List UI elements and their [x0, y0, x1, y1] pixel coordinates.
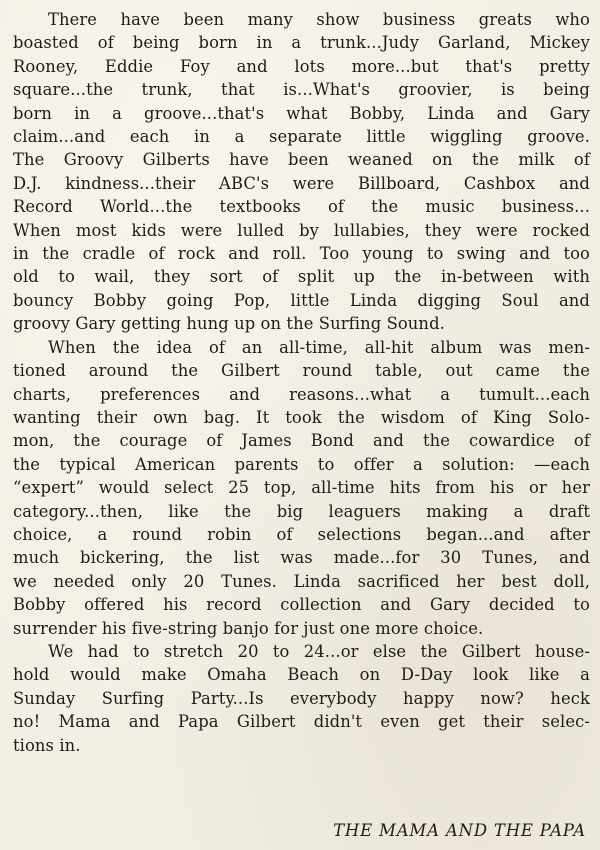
text-line: The Groovy Gilberts have been weaned on the milk of: [13, 150, 590, 170]
paragraph-1: [13, 8, 590, 336]
text-line: Bobby offered his record collection and Gary decided to: [13, 595, 590, 615]
signature: THE MAMA AND THE PAPA: [333, 821, 586, 840]
text-line: bouncy Bobby going Pop, little Linda digging Soul and: [13, 290, 590, 310]
text-line: surrender his five-string banjo for just one more choice.: [13, 618, 484, 638]
text-line: old to wail, they sort of split up the in-between with: [13, 267, 590, 287]
text-line: When most kids were lulled by lullabies, they were rocked: [13, 220, 590, 240]
text-line: tions in.: [13, 735, 81, 755]
text-line: choice, a round robin of selections began...and after: [13, 524, 590, 544]
text-line: square...the trunk, that is...What's groovier, is being: [13, 80, 590, 100]
text-line: Record World...the textbooks of the music business...: [13, 197, 590, 217]
text-line: When the idea of an all-time, all-hit album was men-: [48, 337, 590, 357]
text-line: in the cradle of rock and roll. Too young to swing and too: [13, 244, 590, 264]
text-line: Rooney, Eddie Foy and lots more...but that's pretty: [13, 56, 590, 76]
liner-notes-text: [13, 8, 590, 757]
text-line: much bickering, the list was made...for 30 Tunes, and: [13, 548, 590, 568]
text-line: charts, preferences and reasons...what a tumult...each: [13, 384, 590, 404]
text-line: hold would make Omaha Beach on D-Day look like a: [13, 665, 590, 685]
text-line: mon, the courage of James Bond and the cowardice of: [13, 431, 590, 451]
text-line: D.J. kindness...their ABC's were Billboard, Cashbox and: [13, 173, 590, 193]
text-line: boasted of being born in a trunk...Judy Garland, Mickey: [13, 33, 590, 53]
text-line: born in a groove...that's what Bobby, Linda and Gary: [13, 103, 590, 123]
text-line: We had to stretch 20 to 24...or else the Gilbert house-: [48, 641, 590, 661]
text-line: “expert” would select 25 top, all-time hits from his or her: [13, 478, 590, 498]
text-line: Sunday Surfing Party...Is everybody happy now? heck: [13, 688, 590, 708]
text-line: wanting their own bag. It took the wisdom of King Solo-: [13, 407, 590, 427]
text-line: category...then, like the big leaguers making a draft: [13, 501, 590, 521]
text-line: we needed only 20 Tunes. Linda sacrificed her best doll,: [13, 571, 590, 591]
text-line: tioned around the Gilbert round table, out came the: [13, 361, 590, 381]
text-line: no! Mama and Papa Gilbert didn't even get their selec-: [13, 712, 590, 732]
text-line: claim...and each in a separate little wiggling groove.: [13, 127, 590, 147]
text-line: groovy Gary getting hung up on the Surfing Sound.: [13, 314, 445, 334]
paragraph-2: [13, 336, 590, 640]
paragraph-3: [13, 640, 590, 757]
text-line: There have been many show business greats who: [48, 10, 590, 29]
text-line: the typical American parents to offer a solution: —each: [13, 454, 590, 474]
